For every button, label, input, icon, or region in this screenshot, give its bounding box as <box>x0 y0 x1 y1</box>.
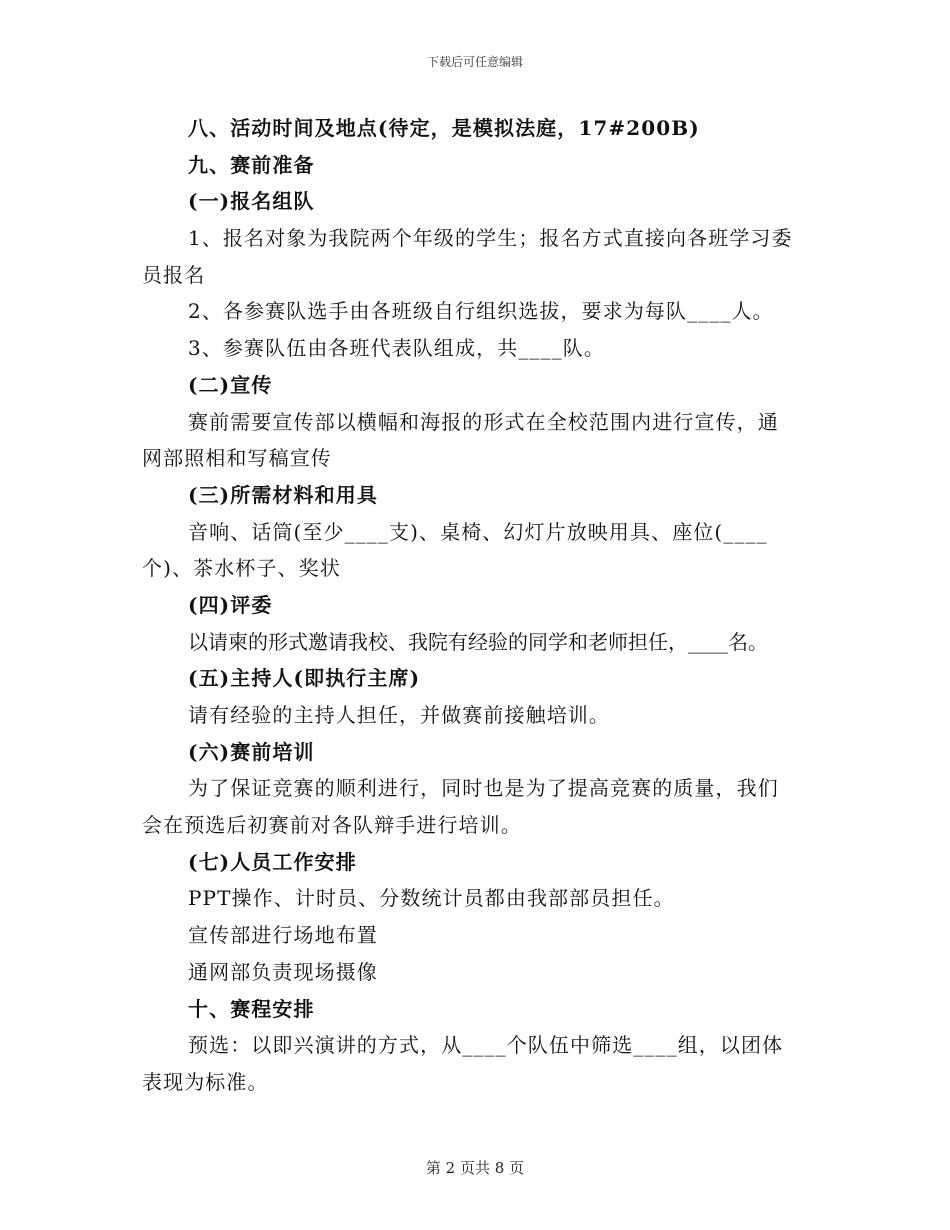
body-text-line: 音响、话筒(至少____支)、桌椅、幻灯片放映用具、座位(____ <box>188 519 768 544</box>
body-text-line: 请有经验的主持人担任，并做赛前接触培训。 <box>188 703 610 727</box>
body-text-line: 以请柬的形式邀请我校、我院有经验的同学和老师担任，____名。 <box>188 629 768 654</box>
body-text-line: 1、报名对象为我院两个年级的学生；报名方式直接向各班学习委 <box>188 226 793 251</box>
body-text-line: 为了保证竞赛的顺利进行，同时也是为了提高竞赛的质量，我们 <box>188 776 779 801</box>
body-text-line: 表现为标准。 <box>142 1069 269 1094</box>
body-text-line: 宣传部进行场地布置 <box>188 923 378 948</box>
section-heading: 八、活动时间及地点(待定，是模拟法庭，17#200B) <box>188 116 700 140</box>
body-text-line: 通网部负责现场摄像 <box>188 959 378 984</box>
section-heading: (四)评委 <box>188 592 273 617</box>
body-text-line: 3、参赛队伍由各班代表队组成，共____队。 <box>188 336 605 361</box>
section-heading: (七)人员工作安排 <box>188 849 357 874</box>
section-heading: (五)主持人(即执行主席) <box>188 666 421 691</box>
page-header: 下载后可任意编辑 <box>426 55 523 69</box>
body-text-line: 赛前需要宣传部以横幅和海报的形式在全校范围内进行宣传，通 <box>188 409 779 434</box>
section-heading: 十、赛程安排 <box>188 996 315 1021</box>
body-text-line: 2、各参赛队选手由各班级自行组织选拔，要求为每队____人。 <box>188 299 774 324</box>
section-heading: (六)赛前培训 <box>188 739 315 764</box>
body-text-line: 网部照相和写稿宣传 <box>142 446 332 471</box>
body-text-line: PPT操作、计时员、分数统计员都由我部部员担任。 <box>188 886 675 911</box>
document-body <box>142 110 814 1101</box>
section-heading: 九、赛前准备 <box>188 152 315 177</box>
section-heading: (二)宣传 <box>188 372 273 397</box>
body-text-line: 会在预选后初赛前对各队辩手进行培训。 <box>142 813 522 838</box>
section-heading: (三)所需材料和用具 <box>188 482 378 507</box>
section-heading: (一)报名组队 <box>188 189 315 214</box>
body-text-line: 预选：以即兴演讲的方式，从____个队伍中筛选____组，以团体 <box>188 1033 784 1058</box>
body-text-line: 个)、茶水杯子、奖状 <box>142 556 341 581</box>
page-footer: 第 2 页共 8 页 <box>425 1159 525 1177</box>
body-text-line: 员报名 <box>142 262 206 287</box>
